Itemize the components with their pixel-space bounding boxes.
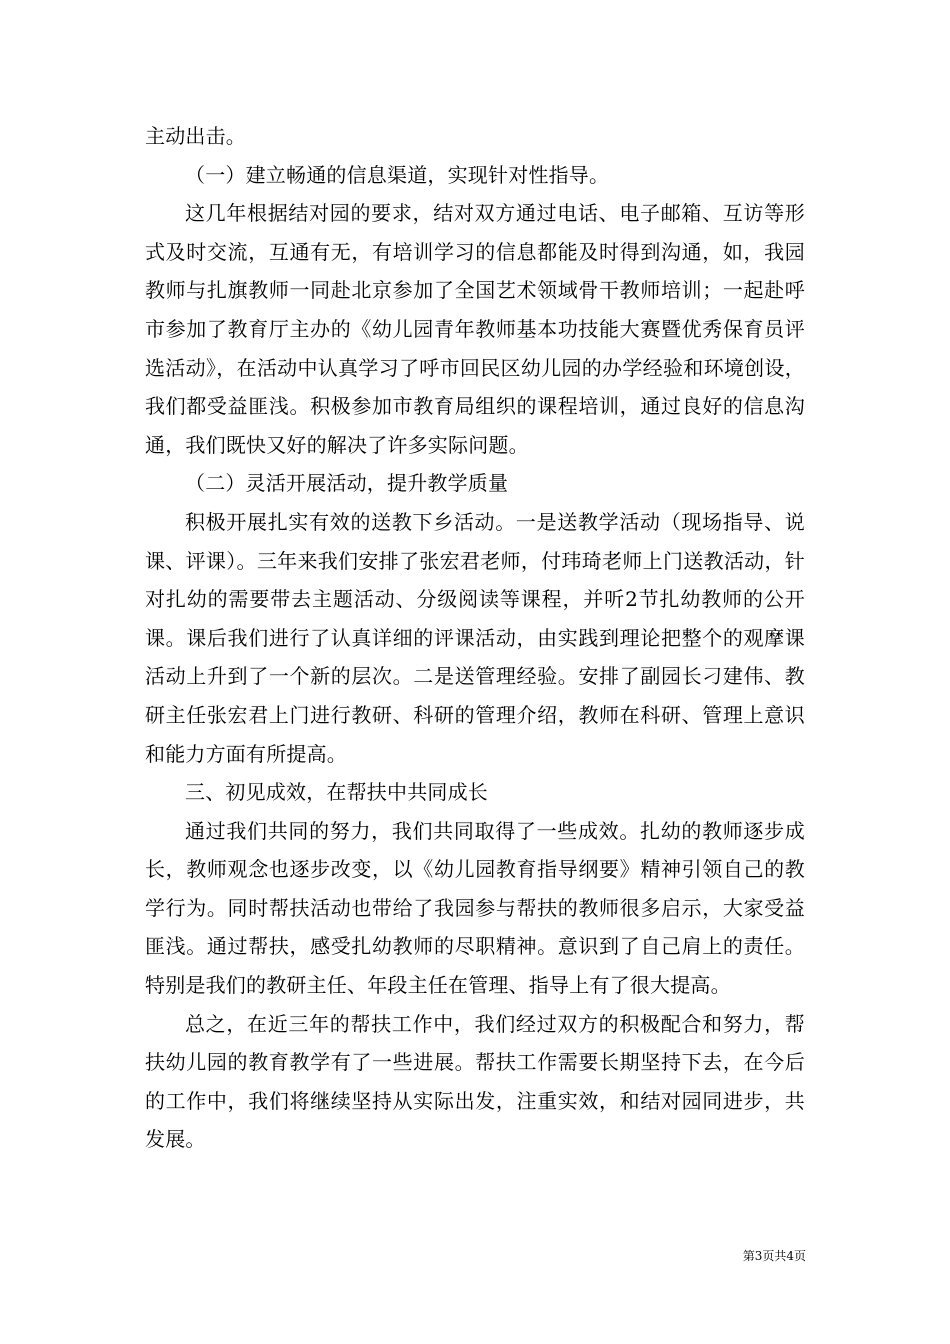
paragraph-5: 总之，在近三年的帮扶工作中，我们经过双方的积极配合和努力，帮扶幼儿园的教育教学有了一些进展。帮扶工作需要长期坚持下去，在今后的工作中，我们将继续坚持从实际出发，注重实效，和结对园同进步，共发展。 — [145, 1011, 805, 1152]
document-body — [145, 117, 805, 1159]
paragraph-2: 这几年根据结对园的要求，结对双方通过电话、电子邮箱、互访等形式及时交流，互通有无，有培训学习的信息都能及时得到沟通，如，我园教师与扎旗教师一同赴北京参加了全国艺术领域骨干教师培训；一起赴呼市参加了教育厅主办的《幼儿园青年教师基本功技能大赛暨优秀保育员评选活动》，在活动中认真学习了呼市回民区幼儿园的办学经验和环境创设，我们都受益匪浅。积极参加市教育局组织的课程培训，通过良好的信息沟通，我们既快又好的解决了许多实际问题。 — [145, 201, 805, 457]
paragraph-4: 通过我们共同的努力，我们共同取得了一些成效。扎幼的教师逐步成长，教师观念也逐步改变，以《幼儿园教育指导纲要》精神引领自己的教学行为。同时帮扶活动也带给了我园参与帮扶的教师很多启示，大家受益匪浅。通过帮扶，感受扎幼教师的尽职精神。意识到了自己肩上的责任。特别是我们的教研主任、年段主任在管理、指导上有了很大提高。 — [145, 818, 805, 998]
paragraph-1: 主动出击。 — [145, 124, 246, 148]
page-number-footer: 第3页共4页 — [742, 1249, 806, 1263]
paragraph-3: 积极开展扎实有效的送教下乡活动。一是送教学活动（现场指导、说课、评课）。三年来我们安排了张宏君老师，付玮琦老师上门送教活动，针对扎幼的需要带去主题活动、分级阅读等课程，并听2节扎幼教师的公开课。课后我们进行了认真详细的评课活动，由实践到理论把整个的观摩课活动上升到了一个新的层次。二是送管理经验。安排了副园长刁建伟、教研主任张宏君上门进行教研、科研的管理介绍，教师在科研、管理上意识和能力方面有所提高。 — [145, 509, 805, 766]
section-heading-3: 三、初见成效，在帮扶中共同成长 — [185, 780, 488, 805]
section-heading-1: （一）建立畅通的信息渠道，实现针对性指导。 — [185, 162, 610, 187]
section-heading-2: （二）灵活开展活动，提升教学质量 — [185, 471, 509, 496]
